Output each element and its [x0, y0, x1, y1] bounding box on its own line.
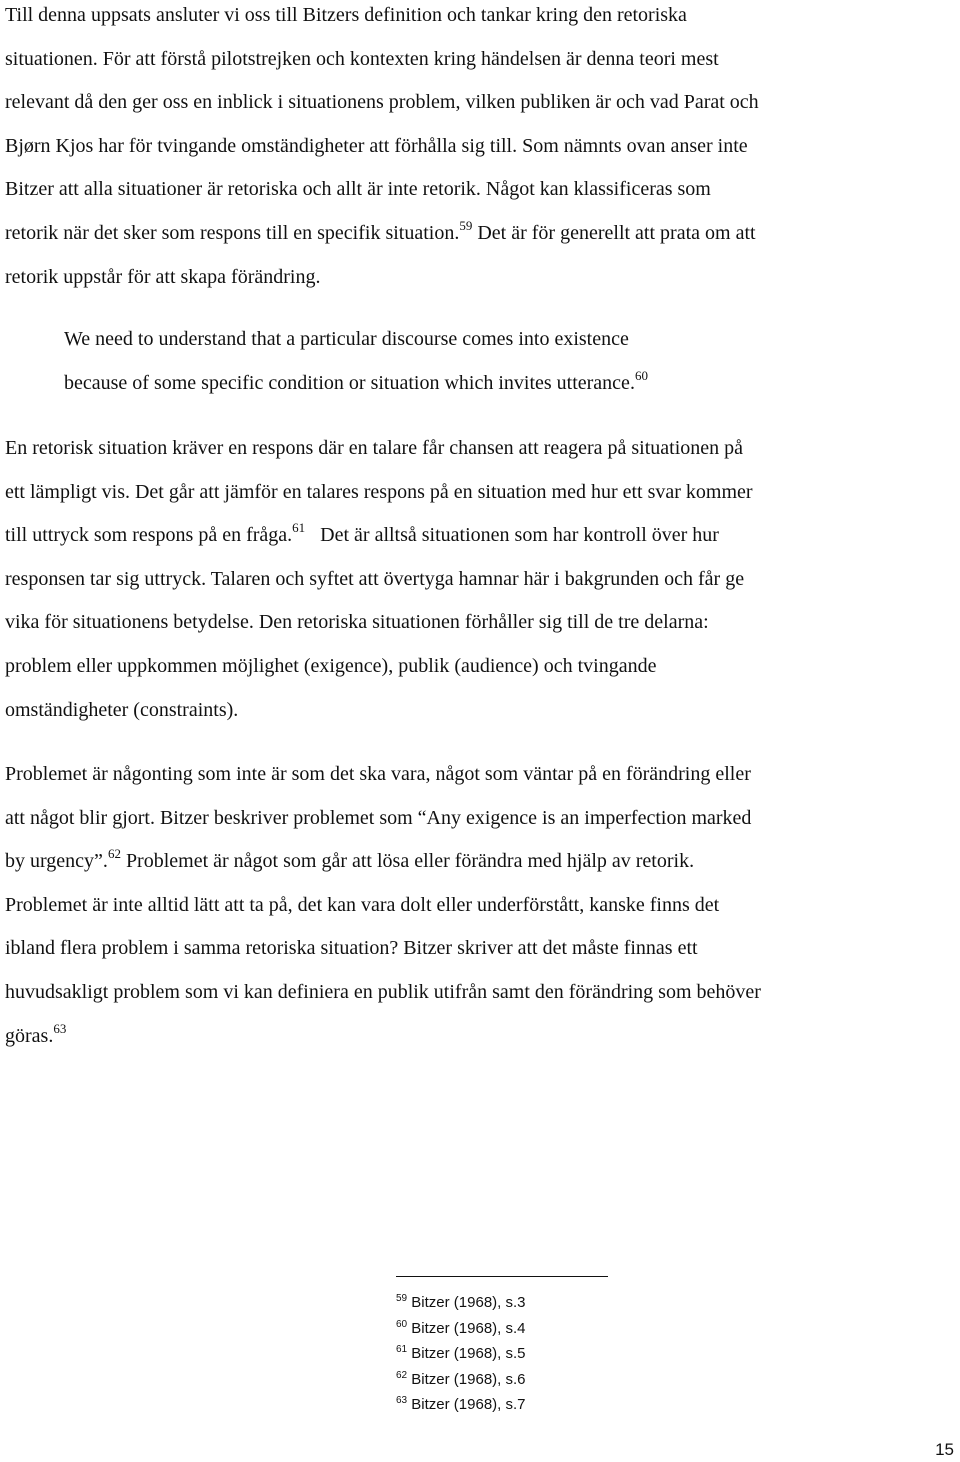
text-line: Problemet är inte alltid lätt att ta på, det kan vara dolt eller underförstått, kanske finns det [5, 893, 720, 916]
page-number: 15 [935, 1440, 954, 1459]
quote-line: We need to understand that a particular discourse comes into existence [64, 328, 629, 350]
text-line: vika för situationens betydelse. Den retoriska situationen förhåller sig till de tre delarna: [5, 611, 709, 634]
footnote [396, 1367, 526, 1393]
text-segment: göras. [5, 1024, 54, 1047]
text-segment: retorik när det sker som respons till en specifik situation. [5, 221, 460, 244]
footnote-ref-59[interactable]: 59 [459, 217, 473, 233]
footnote-ref-63[interactable]: 63 [53, 1020, 67, 1036]
text-line: En retorisk situation kräver en respons där en talare får chansen att reagera på situationen på [5, 437, 744, 459]
text-line: relevant då den ger oss en inblick i situationens problem, vilken publiken är och vad Parat och [5, 91, 759, 114]
text-line: responsen tar sig uttryck. Talaren och syftet att övertyga hamnar här i bakgrunden och får ge [5, 567, 745, 590]
footnote-text: Bitzer (1968), s.7 [411, 1396, 526, 1414]
text-line [5, 840, 960, 884]
footnote-number: 62 [396, 1369, 408, 1381]
footnote-ref-62[interactable]: 62 [107, 846, 121, 862]
text-line: Problemet är någonting som inte är som det ska vara, något som väntar på en förändring eller [5, 763, 751, 785]
footnote-ref-61[interactable]: 61 [292, 520, 306, 536]
text-line: Bjørn Kjos har för tvingande omständigheter att förhålla sig till. Som nämnts ovan anser inte [5, 134, 748, 157]
text-line: ibland flera problem i samma retoriska situation? Bitzer skriver att det måste finnas ett [5, 937, 698, 960]
footnote-text: Bitzer (1968), s.5 [411, 1345, 526, 1363]
paragraph-1 [5, 0, 960, 299]
paragraph-2 [5, 427, 960, 732]
text-line: ett lämpligt vis. Det går att jämför en talares respons på en situation med hur ett svar kommer [5, 480, 753, 503]
text-line: Till denna uppsats ansluter vi oss till Bitzers definition och tankar kring den retoriska [5, 4, 687, 26]
text-segment: Det är för generellt att prata om att [477, 221, 756, 244]
block-quote [64, 318, 944, 405]
text-segment: Problemet är något som går att lösa eller förändra med hjälp av retorik. [125, 850, 695, 873]
footnote [396, 1392, 526, 1418]
text-line [5, 514, 960, 558]
quote-line [64, 362, 944, 406]
text-line: omständigheter (constraints). [5, 698, 239, 721]
text-line: huvudsakligt problem som vi kan definiera en publik utifrån samt den förändring som behöver [5, 980, 761, 1003]
text-line [5, 1015, 960, 1059]
footnote [396, 1290, 526, 1316]
footnote [396, 1316, 526, 1342]
paragraph-3 [5, 753, 960, 1058]
footnote-text: Bitzer (1968), s.3 [411, 1294, 526, 1311]
footnote-text: Bitzer (1968), s.6 [411, 1370, 526, 1388]
text-line: situationen. För att förstå pilotstrejken och kontexten kring händelsen är denna teori mest [5, 47, 719, 70]
text-line [5, 212, 960, 256]
text-segment: Det är alltså situationen som har kontroll över hur [320, 524, 719, 547]
text-segment: till uttryck som respons på en fråga. [5, 524, 293, 547]
text-line: Bitzer att alla situationer är retoriska och allt är inte retorik. Något kan klassificeras som [5, 178, 711, 201]
footnote [396, 1341, 526, 1367]
text-segment: by urgency”. [5, 850, 108, 873]
footnote-number: 60 [396, 1318, 408, 1330]
footnote-number: 63 [396, 1395, 408, 1407]
footnote-text: Bitzer (1968), s.4 [411, 1319, 526, 1337]
text-line: att något blir gjort. Bitzer beskriver problemet som “Any exigence is an imperfection marked [5, 806, 752, 829]
footnote-separator [396, 1276, 608, 1277]
footnote-ref-60[interactable]: 60 [634, 367, 648, 383]
footnote-number: 61 [396, 1344, 408, 1356]
footnotes [396, 1290, 526, 1418]
text-line: problem eller uppkommen möjlighet (exigence), publik (audience) och tvingande [5, 654, 657, 677]
text-segment: because of some specific condition or situation which invites utterance. [64, 371, 635, 394]
footnote-number: 59 [396, 1293, 408, 1304]
text-line: retorik uppstår för att skapa förändring. [5, 265, 321, 288]
